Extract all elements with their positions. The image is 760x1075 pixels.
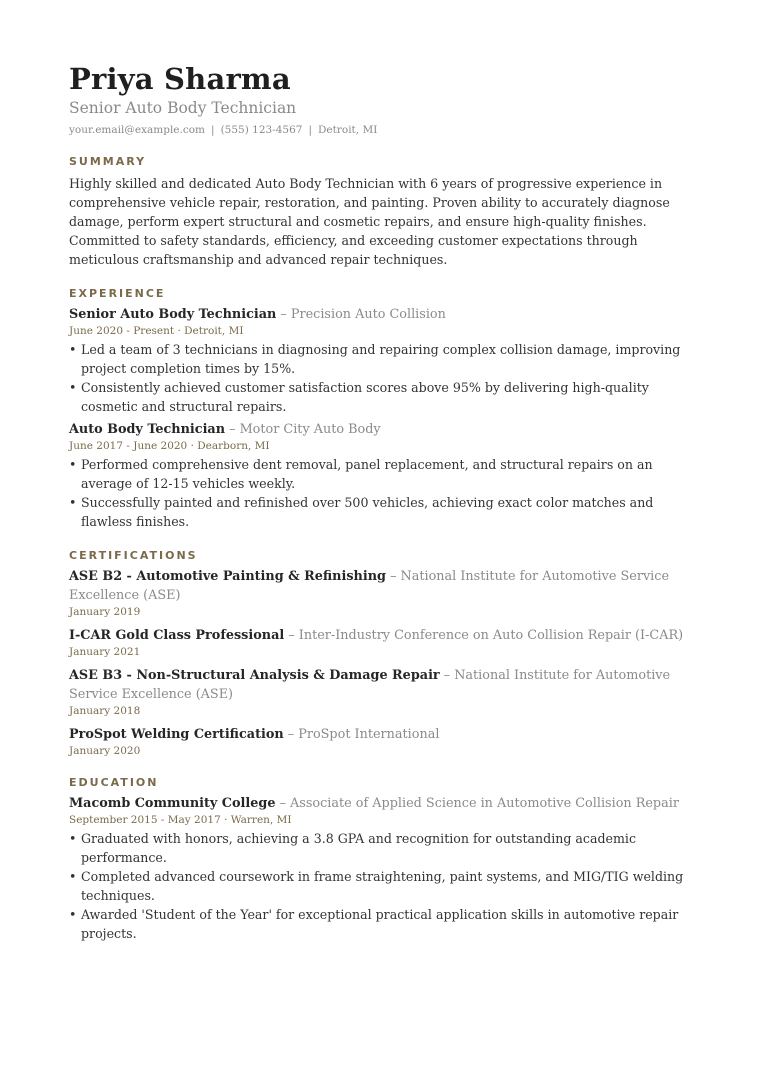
education-entry-head <box>69 794 692 813</box>
bullet-item: • Completed advanced coursework in frame straightening, paint systems, and MIG/TIG welding techniques. <box>69 867 692 905</box>
certification-date: January 2019 <box>69 606 141 618</box>
certification-date: January 2020 <box>69 745 141 757</box>
education-heading: EDUCATION <box>69 776 159 789</box>
bullet-item: • Led a team of 3 technicians in diagnosing and repairing complex collision damage, improving project completion times by 15%. <box>69 340 692 378</box>
education-entry <box>69 794 692 943</box>
candidate-name: Priya Sharma <box>69 62 291 96</box>
certification-issuer: – National Institute for Automotive Service Excellence (ASE) <box>69 569 670 603</box>
candidate-title: Senior Auto Body Technician <box>69 99 297 117</box>
certification-name: I-CAR Gold Class Professional <box>69 628 285 643</box>
education-bullets <box>69 829 692 943</box>
experience-section <box>69 287 692 531</box>
education-meta: September 2015 - May 2017 · Warren, MI <box>69 814 292 826</box>
job-company: – Precision Auto Collision <box>280 307 446 322</box>
contact-line <box>69 123 692 137</box>
contact-separator: | <box>308 124 312 136</box>
contact-separator: | <box>211 124 215 136</box>
education-section <box>69 776 692 943</box>
bullet-item: • Graduated with honors, achieving a 3.8 GPA and recognition for outstanding academic performance. <box>69 829 692 867</box>
experience-entry <box>69 305 692 416</box>
job-role: Auto Body Technician <box>69 422 226 437</box>
certifications-heading: CERTIFICATIONS <box>69 549 198 562</box>
job-company: – Motor City Auto Body <box>229 422 381 437</box>
certification-issuer: – Inter-Industry Conference on Auto Collision Repair (I-CAR) <box>288 628 684 643</box>
certification-entry <box>69 626 692 659</box>
certification-head <box>69 725 692 744</box>
contact-location: Detroit, MI <box>318 124 378 136</box>
job-role: Senior Auto Body Technician <box>69 307 277 322</box>
experience-entry-head <box>69 420 692 439</box>
contact-email: your.email@example.com <box>69 124 206 136</box>
job-bullets <box>69 455 692 531</box>
bullet-item: • Consistently achieved customer satisfaction scores above 95% by delivering high-quality cosmetic and structural repairs. <box>69 378 692 416</box>
certification-issuer: – ProSpot International <box>287 727 440 742</box>
certification-entry <box>69 567 692 619</box>
job-bullets <box>69 340 692 416</box>
summary-heading: SUMMARY <box>69 155 147 168</box>
experience-heading: EXPERIENCE <box>69 287 166 300</box>
certification-name: ProSpot Welding Certification <box>69 727 284 742</box>
bullet-item: • Successfully painted and refinished over 500 vehicles, achieving exact color matches and flawless finishes. <box>69 493 692 531</box>
certifications-section <box>69 549 692 758</box>
experience-entry <box>69 420 692 531</box>
school-name: Macomb Community College <box>69 796 276 811</box>
job-meta: June 2017 - June 2020 · Dearborn, MI <box>69 440 270 452</box>
certification-head <box>69 666 692 704</box>
certification-entry <box>69 725 692 758</box>
bullet-item: • Performed comprehensive dent removal, panel replacement, and structural repairs on an average of 12-15 vehicles weekly. <box>69 455 692 493</box>
job-meta: June 2020 - Present · Detroit, MI <box>69 325 244 337</box>
certification-entry <box>69 666 692 718</box>
experience-entry-head <box>69 305 692 324</box>
certification-date: January 2018 <box>69 705 141 717</box>
certification-name: ASE B3 - Non-Structural Analysis & Damage Repair <box>69 668 440 683</box>
bullet-item: • Awarded 'Student of the Year' for exceptional practical application skills in automotive repair projects. <box>69 905 692 943</box>
certification-issuer: – National Institute for Automotive Service Excellence (ASE) <box>69 668 671 702</box>
summary-section <box>69 155 692 269</box>
degree-name: – Associate of Applied Science in Automotive Collision Repair <box>279 796 679 811</box>
certification-head <box>69 626 692 645</box>
resume-header <box>69 62 692 137</box>
summary-text: Highly skilled and dedicated Auto Body Technician with 6 years of progressive experience in comprehensive vehicle repair, restoration, and painting. Proven ability to accurately diagnose damage, perform expert structural and cosmetic repairs, and ensure high-quality finishes. Committed to safety standards, efficiency, and exceeding customer expectations through meticulous craftsmanship and advanced repair techniques. <box>69 176 670 267</box>
certification-date: January 2021 <box>69 646 141 658</box>
certification-head <box>69 567 692 605</box>
certification-name: ASE B2 - Automotive Painting & Refinishing <box>69 569 386 584</box>
contact-phone: (555) 123-4567 <box>220 124 303 136</box>
